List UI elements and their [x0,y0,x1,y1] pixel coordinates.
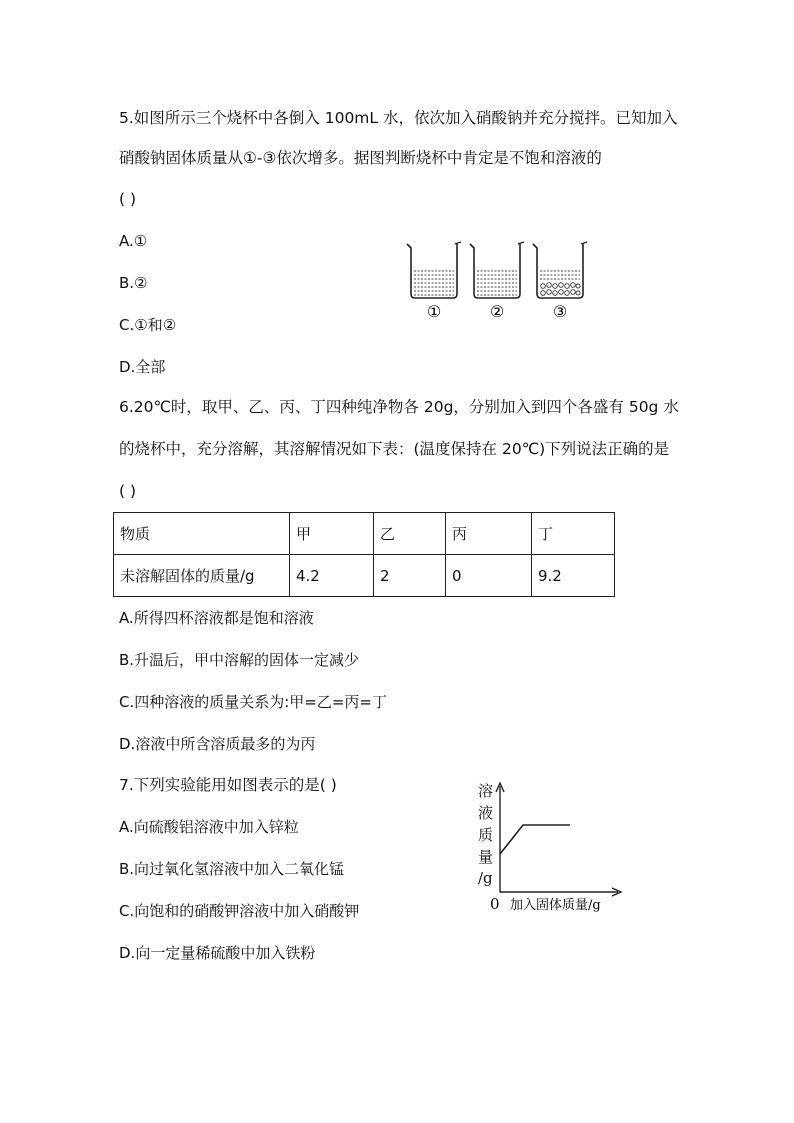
y-axis-label-char: 液 [478,804,494,822]
q5-stem-line2: 硝酸钠固体质量从①-③依次增多。据图判断烧杯中肯定是不饱和溶液的 [119,149,602,167]
q6-stem-line2: 的烧杯中，充分溶解，其溶解情况如下表：(温度保持在 20℃)下列说法正确的是 [119,440,670,458]
beaker-label-1: ① [426,302,442,321]
table-header-cell: 甲 [290,513,374,555]
beaker-1 [407,242,461,298]
x-axis-label: 加入固体质量/g [510,898,601,913]
q7-option-d: D.向一定量稀硫酸中加入铁粉 [119,944,316,962]
q5-answer-paren: ( ) [119,190,137,208]
q5-stem-line1: 5.如图所示三个烧杯中各倒入 100mL 水，依次加入硝酸钠并充分搅拌。已知加入 [119,109,678,127]
y-axis-label-char: 溶 [478,782,494,800]
table-cell: 未溶解固体的质量/g [114,555,290,597]
q5-option-d: D.全部 [119,358,166,376]
q6-answer-paren: ( ) [119,482,137,500]
q7-option-a: A.向硫酸铝溶液中加入锌粒 [119,818,299,836]
table-header-cell: 丁 [532,513,615,555]
q6-option-c: C.四种溶液的质量关系为:甲=乙=丙=丁 [119,693,388,711]
undissolved-solid [541,283,580,296]
q5-option-a: A.① [119,232,148,250]
beaker-2 [470,242,524,298]
q6-stem-line1: 6.20℃时，取甲、乙、丙、丁四种纯净物各 20g，分别加入到四个各盛有 50g 水 [119,398,679,416]
y-axis-label-char: /g [478,869,493,887]
table-header-cell: 乙 [374,513,446,555]
y-axis-label-char: 质 [478,826,494,844]
q7-option-c: C.向饱和的硝酸钾溶液中加入硝酸钾 [119,902,360,920]
q5-option-c: C.①和② [119,316,177,334]
beaker-label-2: ② [489,302,505,321]
table-row [114,555,615,597]
table-header-cell: 丙 [446,513,532,555]
table-cell: 2 [374,555,446,597]
table-header-cell: 物质 [114,513,290,555]
q7-option-b: B.向过氧化氢溶液中加入二氧化锰 [119,860,345,878]
beaker-label-3: ③ [552,302,568,321]
table-cell: 0 [446,555,532,597]
q5-option-b: B.② [119,274,148,292]
beakers-figure [403,238,593,324]
q6-option-b: B.升温后，甲中溶解的固体一定减少 [119,651,360,669]
table-cell: 4.2 [290,555,374,597]
y-axis-label-char: 量 [478,848,494,866]
table-cell: 9.2 [532,555,615,597]
origin-label: 0 [490,895,500,913]
data-line [500,825,570,854]
q7-stem: 7.下列实验能用如图表示的是( ) [119,776,337,794]
solution-mass-graph [468,778,638,920]
q6-option-a: A.所得四杯溶液都是饱和溶液 [119,609,314,627]
q6-option-d: D.溶液中所含溶质最多的为丙 [119,735,316,753]
solubility-table [113,512,615,597]
beaker-3 [533,242,587,298]
table-header-row [114,513,615,555]
